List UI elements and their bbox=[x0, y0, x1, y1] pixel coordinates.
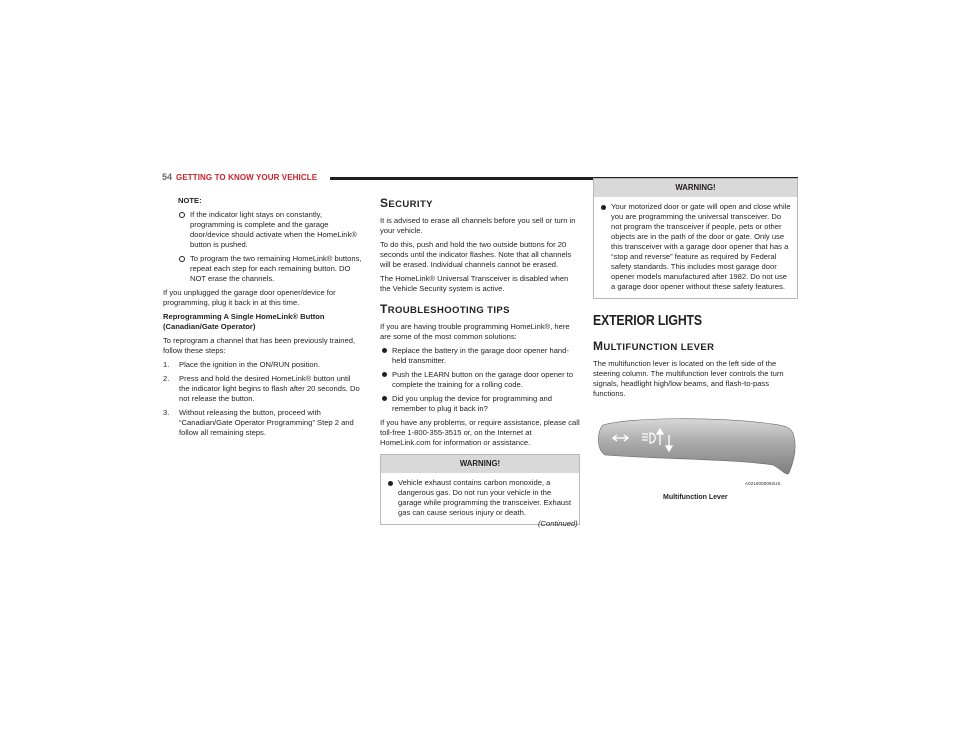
note-title: NOTE: bbox=[178, 196, 202, 205]
step-item bbox=[163, 408, 363, 438]
warning-body bbox=[381, 473, 579, 524]
column-left bbox=[163, 196, 363, 442]
multifunction-lever-figure bbox=[593, 407, 798, 502]
step-text: Without releasing the button, proceed with “Canadian/Gate Operator Programming” Step 2 and follow all remaining steps. bbox=[179, 408, 354, 438]
security-paragraph: To do this, push and hold the two outside buttons for 20 seconds until the indicator flashes. Note that all channels will be erased. Individual channels cannot be erased. bbox=[380, 239, 572, 269]
security-paragraph: The HomeLink® Universal Transceiver is disabled when the Vehicle Security system is active. bbox=[380, 273, 569, 293]
unplugged-paragraph: If you unplugged the garage door opener/device for programming, plug it back in at this time. bbox=[163, 288, 336, 308]
troubleshooting-heading: TROUBLESHOOTING TIPS bbox=[380, 301, 510, 316]
warning-list bbox=[386, 478, 574, 518]
column-middle bbox=[380, 196, 580, 525]
step-number: 2. bbox=[163, 374, 170, 384]
note-item: If the indicator light stays on constantly, programming is complete and the garage door/device should activate when the HomeLink® button is pushed. bbox=[178, 210, 363, 250]
security-paragraph: It is advised to erase all channels before you sell or turn in your vehicle. bbox=[380, 215, 576, 235]
step-number: 1. bbox=[163, 360, 170, 370]
section-title: GETTING TO KNOW YOUR VEHICLE bbox=[176, 172, 318, 182]
step-item bbox=[163, 360, 363, 370]
troubleshooting-item: Replace the battery in the garage door opener hand-held transmitter. bbox=[380, 346, 580, 366]
note-block bbox=[178, 196, 363, 284]
multifunction-lever-illustration bbox=[593, 407, 798, 502]
lever-body bbox=[598, 419, 795, 474]
warning-box-door bbox=[593, 178, 798, 299]
security-heading: SECURITY bbox=[380, 196, 433, 210]
warning-item: Your motorized door or gate will open and close while you are programming the universal transceiver. Do not program the transceiver if people, pets or other objects are in the path of the door or gate. Only use this transceiver with a garage door opener that has a “stop and reverse” feature as required by Federal safety standards. This includes most garage door opener models manufactured after 1982. Do not use a garage door opener without these safety features. bbox=[599, 202, 792, 292]
step-number: 3. bbox=[163, 408, 170, 418]
note-item: To program the two remaining HomeLink® buttons, repeat each step for each remaining button. DO NOT erase the channels. bbox=[178, 254, 363, 284]
troubleshooting-item: Push the LEARN button on the garage door opener to complete the training for a rolling code. bbox=[380, 370, 580, 390]
multifunction-paragraph: The multifunction lever is located on the left side of the steering column. The multifunction lever controls the turn signals, headlight high/low beams, and flash-to-pass functions. bbox=[593, 359, 784, 399]
exterior-lights-heading: EXTERIOR LIGHTS bbox=[593, 312, 702, 330]
reprogram-heading: Reprogramming A Single HomeLink® Button (Canadian/Gate Operator) bbox=[163, 312, 325, 332]
page-number: 54 bbox=[162, 172, 173, 182]
figure-caption: Multifunction Lever bbox=[663, 494, 728, 502]
note-list bbox=[178, 210, 363, 284]
warning-box-exhaust bbox=[380, 454, 580, 525]
warning-title: WARNING! bbox=[594, 179, 797, 197]
warning-list bbox=[599, 202, 792, 292]
figure-code: A0216000092US bbox=[745, 481, 781, 487]
step-text: Press and hold the desired HomeLink® button until the indicator light begins to flash after 20 seconds. Do not release the button. bbox=[179, 374, 360, 404]
troubleshooting-item: Did you unplug the device for programming and remember to plug it back in? bbox=[380, 394, 580, 414]
column-right bbox=[593, 172, 798, 502]
step-text: Place the ignition in the ON/RUN position. bbox=[179, 360, 320, 370]
troubleshooting-intro: If you are having trouble programming HomeLink®, here are some of the most common solutions: bbox=[380, 321, 570, 341]
warning-body bbox=[594, 197, 797, 298]
multifunction-heading: MULTIFUNCTION LEVER bbox=[593, 339, 715, 354]
continued-label: (Continued) bbox=[538, 519, 578, 528]
reprogram-intro: To reprogram a channel that has been previously trained, follow these steps: bbox=[163, 336, 356, 356]
warning-item: Vehicle exhaust contains carbon monoxide, a dangerous gas. Do not run your vehicle in the garage while programming the transceiver. Exhaust gas can cause serious injury or death. bbox=[386, 478, 574, 518]
step-item bbox=[163, 374, 363, 404]
troubleshooting-list bbox=[380, 346, 580, 414]
warning-title: WARNING! bbox=[381, 455, 579, 473]
reprogram-steps bbox=[163, 360, 363, 438]
assistance-paragraph: If you have any problems, or require assistance, please call toll-free 1-800-355-3515 or, on the Internet at HomeLink.com for information or assistance. bbox=[380, 417, 580, 447]
